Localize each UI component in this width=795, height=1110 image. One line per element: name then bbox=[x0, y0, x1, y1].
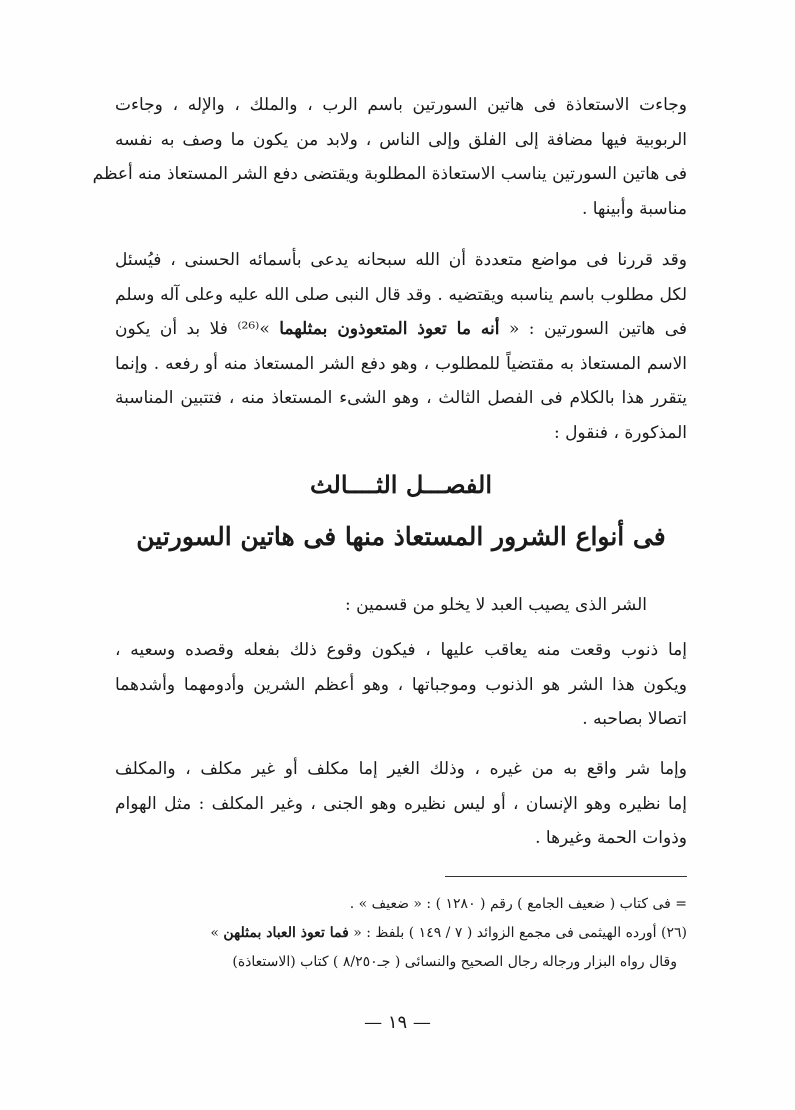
intro-line-2: الربوبية فيها مضافة إلى الفلق وإلى الناس ، ولابد من يكون ما وصف به نفسه bbox=[115, 129, 687, 150]
footnote-26-end: » bbox=[210, 925, 224, 941]
sins-line-1: إما ذنوب وقعت منه يعاقب عليها ، فيكون وقوع ذلك بفعله وقصده وسعيه ، bbox=[115, 640, 687, 660]
intro-paragraph bbox=[92, 88, 687, 226]
hadith-line-2: لكل مطلوب باسم يناسبه ويقتضيه . وقد قال النبى صلى الله عليه وعلى آله وسلم bbox=[115, 284, 687, 305]
hadith-line-4: الاسم المستعاذ به مقتضياً للمطلوب ، وهو دفع الشر المستعاذ منه أو رفعه . وإنما bbox=[115, 353, 687, 374]
footnote-26-source: وقال رواه البزار ورجاله رجال الصحيح والنسائى ( جـ٨/٢٥٠ ) كتاب (الاستعاذة) bbox=[232, 954, 677, 970]
hadith-paragraph bbox=[115, 243, 687, 450]
sins-paragraph bbox=[115, 633, 687, 737]
footnote-separator bbox=[445, 876, 687, 877]
hadith-line-6: المذكورة ، فنقول : bbox=[553, 422, 687, 443]
external-harm-paragraph bbox=[115, 752, 687, 856]
page-number: — ١٩ — bbox=[364, 1012, 431, 1033]
intro-line-4: مناسبة وأبينها . bbox=[581, 198, 687, 219]
footnotes bbox=[115, 890, 687, 977]
sins-line-2: ويكون هذا الشر هو الذنوب وموجباتها ، وهو أعظم الشرين وأدومهما وأشدهما bbox=[115, 674, 687, 695]
intro-line-3: فى هاتين السورتين يناسب الاستعاذة المطلوبة ويقتضى دفع الشر المستعاذ منه أعظم bbox=[92, 164, 687, 184]
hadith-line-3 bbox=[115, 312, 687, 347]
harm-line-2: إما نظيره وهو الإنسان ، أو ليس نظيره وهو الجنى ، وغير المكلف : مثل الهوام bbox=[115, 793, 687, 814]
harm-line-3: وذوات الحمة وغيرها . bbox=[535, 828, 687, 848]
footnote-26 bbox=[115, 919, 687, 948]
hadith-line-3-start: فى هاتين السورتين : « bbox=[499, 319, 687, 339]
division-line-1: الشر الذى يصيب العبد لا يخلو من قسمين : bbox=[344, 595, 647, 615]
sins-line-3: اتصالا بصاحبه . bbox=[582, 709, 687, 729]
footnote-continuation: = فى كتاب ( ضعيف الجامع ) رقم ( ١٢٨٠ ) : « ضعيف » . bbox=[349, 896, 687, 912]
chapter-subtitle: فى أنواع الشرور المستعاذ منها فى هاتين السورتين bbox=[136, 522, 666, 551]
hadith-quote: أنه ما تعوذ المتعوذون بمثلهما bbox=[279, 319, 500, 339]
footnote-26-start: (٢٦) أورده الهيثمى فى مجمع الزوائد ( ٧ / ١٤٩ ) بلفظ : « bbox=[348, 925, 687, 941]
footnote-26-quote: فما تعوذ العباد بمثلهن bbox=[223, 925, 349, 941]
harm-line-1: وإما شر واقع به من غيره ، وذلك الغير إما مكلف أو غير مكلف ، والمكلف bbox=[115, 759, 687, 779]
hadith-line-1: وقد قررنا فى مواضع متعددة أن الله سبحانه يدعى بأسمائه الحسنى ، فيُسئل bbox=[115, 250, 687, 270]
intro-line-1: وجاءت الاستعاذة فى هاتين السورتين باسم الرب ، والملك ، والإله ، وجاءت bbox=[115, 95, 687, 115]
hadith-line-3-end: »⁽²⁶⁾ فلا بد أن يكون bbox=[115, 319, 280, 339]
intro-division-paragraph bbox=[115, 588, 687, 623]
hadith-line-5: يتقرر هذا بالكلام فى الفصل الثالث ، وهو الشىء المستعاذ منه ، فتتبين المناسبة bbox=[115, 388, 687, 408]
chapter-title: الفصـــل الثــــالث bbox=[309, 470, 493, 499]
